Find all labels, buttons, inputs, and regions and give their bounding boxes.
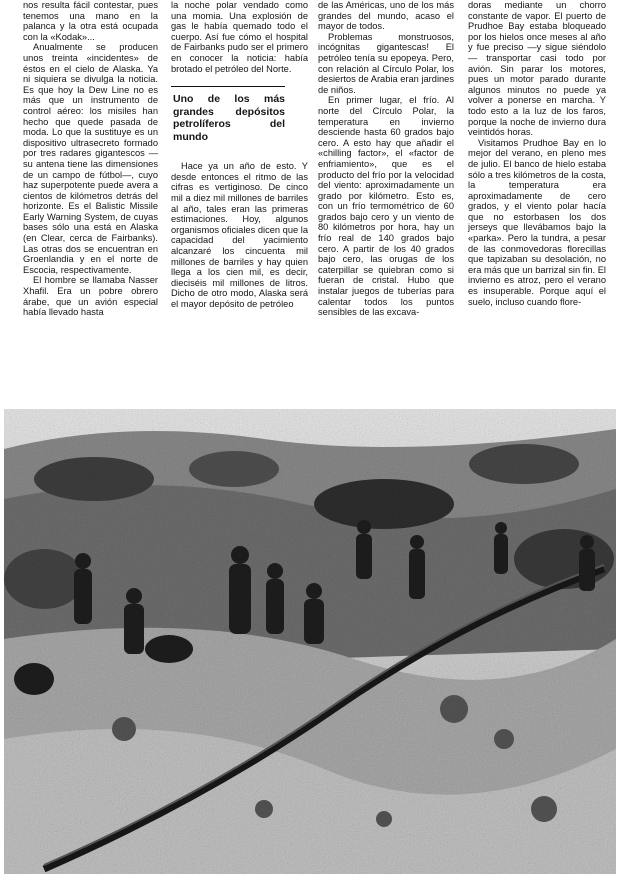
paragraph: de las Américas, uno de los más grandes del mundo, acaso el mayor de todos. — [318, 0, 454, 32]
paragraph: la noche polar vendado como una momia. Una explosión de gas le había quemado todo el cuerpo. Así fue cómo el hospital de Fairbanks pudo ser el primero en conocer la noticia: había brotado el petróleo del Norte. — [171, 0, 308, 74]
paragraph: Hace ya un año de esto. Y desde entonces el ritmo de las cifras es vertiginoso. De cinco mil a diez mil millones de barriles al año, tales eran las primeras estimaciones. Hoy, algunos organismos oficiales dicen que la capacidad del yacimiento alcanzaré los cincuenta mil millones de barriles y hay quien llega a los cien mil, es decir, dieciséis mil millones de litros. Dicho de otro modo, Alaska será el mayor depósito de petróleo — [171, 161, 308, 309]
text-column-4 — [468, 0, 606, 307]
paragraph: nos resulta fácil contestar, pues tenemos una mano en la palanca y la otra está ocupada con la «Kodak»... — [23, 0, 158, 42]
text-column-3 — [318, 0, 454, 318]
paragraph: En primer lugar, el frío. Al norte del Círculo Polar, la temperatura en invierno desciende hasta 60 grados bajo cero. A esto hay que añadir el «chilling factor», el «factor de enfriamiento», que es el producto del frío por la velocidad del viento: aproximadamente un grado por kilómetro. Esto es, con un frío termométrico de 60 grados bajo cero y un viento de 80 kilómetros por hora, hay un frío real de 140 grados bajo cero. A partir de los 40 grados bajo cero, las orugas de los caterpillar se quiebran como si fueran de cristal. Hubo que instalar juegos de tuberías para calentar todos los puntos sensibles de las excava- — [318, 95, 454, 318]
paragraph: doras mediante un chorro constante de vapor. El puerto de Prudhoe Bay estaba bloqueado por los hielos once meses al año y fue preciso —y sigue siéndolo— transportar casi todo por avión. Sin parar los motores, pues un motor parado durante algunos minutos no puede ya volver a ponerse en marcha. Y todo esto a la luz de los faros, porque la noche de invierno dura veintidós horas. — [468, 0, 606, 138]
paragraph: Anualmente se producen unos treinta «incidentes» de éstos en el cielo de Alaska. Ya ni siquiera se divulga la noticia. Es que hoy la Dew Line no es más que un instrumento de control aéreo: los misiles han hecho que quede pasada de moda. Lo que la sustituye es un dispositivo ultrasecreto formado por tres radares gigantescos —su antena tiene las dimensiones de un campo de fútbol—, cuyo haz superpotente puede avera a cientos de kilómetros detrás del horizonte. Es el Balistic Missile Early Warning System, de cuyas bases sólo una está en Alaska (en Clear, cerca de Fairbanks). Las otras dos se encuentran en Groenlandia y en el norte de Escocia, respectivamente. — [23, 42, 158, 275]
text-column-1 — [23, 0, 158, 318]
text-column-2 — [171, 0, 308, 309]
section-headline: Uno de los más grandes depósitos petrolíferos del mundo — [171, 86, 285, 151]
paragraph: El hombre se llamaba Nasser Xhafil. Era un pobre obrero árabe, que un avión especial había llevado hasta — [23, 275, 158, 318]
photo-illustration — [4, 409, 616, 874]
paragraph: Visitamos Prudhoe Bay en lo mejor del verano, en pleno mes de julio. El banco de hielo estaba sólo a tres kilómetros de la costa, la temperatura era aproximadamente de cero grados, y el viento polar hacía que no estorbasen los dos jerseys que llevábamos bajo la «parka». Pero la tundra, a pesar de las conmovedoras florecillas que tapizaban su desolación, no era más que un barrizal sin fin. El invierno es atroz, pero el verano es insuperable. Porque aquí el suelo, incluso cuando flore- — [468, 137, 606, 307]
tundra-pipeline-photo — [4, 409, 616, 874]
paragraph: Problemas monstruosos, incógnitas gigantescas! El petróleo tenía su epopeya. Pero, con relación al Círculo Polar, los desiertos de Arabia eran jardines de niños. — [318, 31, 454, 95]
